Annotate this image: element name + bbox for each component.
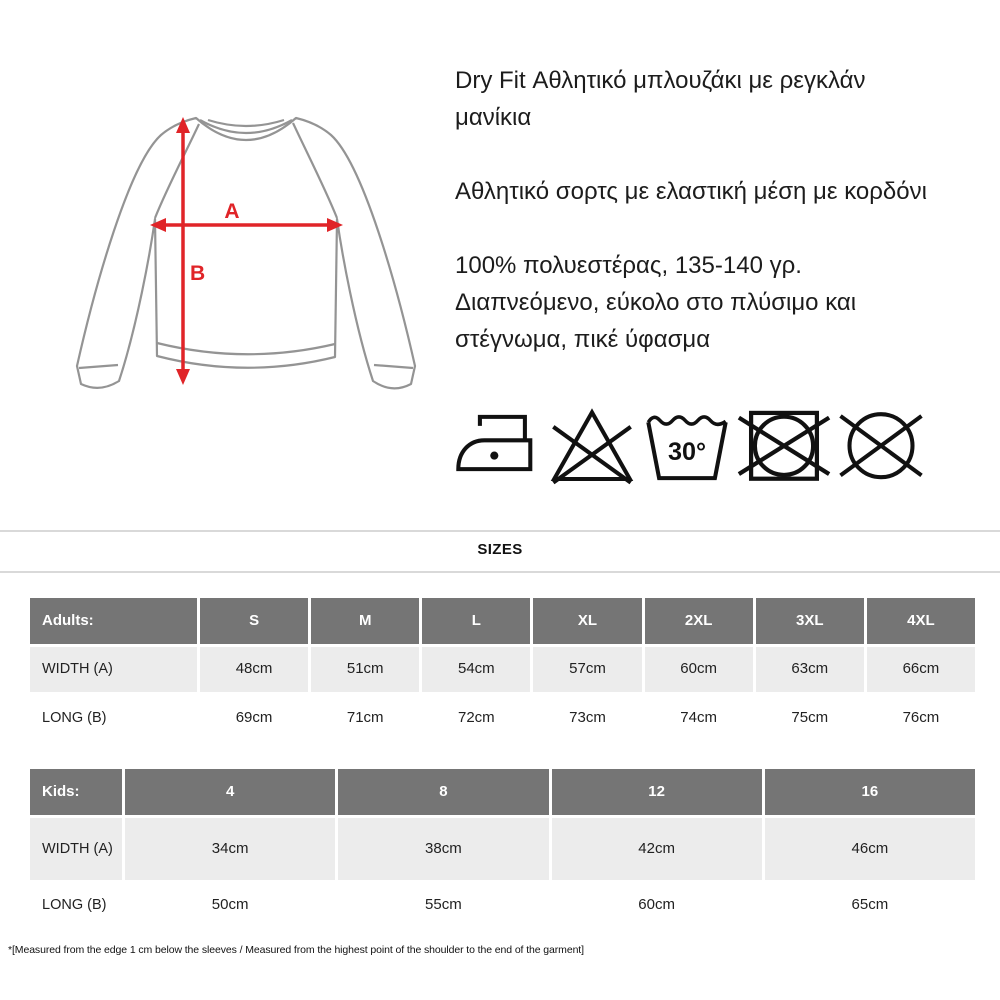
adults-long-4xl: 76cm <box>867 695 975 741</box>
adults-header-s: S <box>200 598 308 644</box>
care-symbols-row <box>452 400 926 486</box>
iron-low-heat-icon <box>452 400 542 486</box>
shirt-measurement-diagram <box>55 88 435 423</box>
adults-header-l: L <box>422 598 530 644</box>
kids-width-8: 38cm <box>338 818 548 880</box>
adults-long-3xl: 75cm <box>756 695 864 741</box>
adults-width-l: 54cm <box>422 647 530 692</box>
kids-header-12: 12 <box>552 769 762 815</box>
shirt-diagram-icon <box>55 88 435 423</box>
adults-width-4xl: 66cm <box>867 647 975 692</box>
adults-long-row-label: LONG (B) <box>30 695 197 741</box>
machine-wash-30-icon <box>642 400 732 486</box>
adults-header-3xl: 3XL <box>756 598 864 644</box>
adults-width-3xl: 63cm <box>756 647 864 692</box>
kids-header-4: 4 <box>125 769 335 815</box>
adults-size-table <box>30 598 975 741</box>
adults-header-4xl: 4XL <box>867 598 975 644</box>
adults-table-label: Adults: <box>30 598 197 644</box>
sizes-heading: SIZES <box>477 541 523 558</box>
do-not-bleach-icon <box>547 400 637 486</box>
kids-width-4: 34cm <box>125 818 335 880</box>
description-paragraph-2: Αθλητικό σορτς με ελαστική μέση με κορδόνι <box>455 178 927 205</box>
wash-temperature-label: 30° <box>667 438 707 467</box>
adults-long-xl: 73cm <box>533 695 641 741</box>
kids-width-row-label: WIDTH (A) <box>30 818 122 880</box>
adults-long-s: 69cm <box>200 695 308 741</box>
adults-header-xl: XL <box>533 598 641 644</box>
product-description <box>455 62 933 395</box>
kids-width-16: 46cm <box>765 818 975 880</box>
measurement-footnote: *[Measured from the edge 1 cm below the sleeves / Measured from the highest point of the shoulder to the end of the garment] <box>8 944 584 956</box>
kids-header-8: 8 <box>338 769 548 815</box>
diagram-label-a: A <box>224 200 240 223</box>
adults-width-m: 51cm <box>311 647 419 692</box>
adults-width-xl: 57cm <box>533 647 641 692</box>
divider-top <box>0 530 1000 532</box>
adults-width-s: 48cm <box>200 647 308 692</box>
adults-header-m: M <box>311 598 419 644</box>
do-not-dry-clean-icon <box>836 400 926 486</box>
adults-width-row-label: WIDTH (A) <box>30 647 197 692</box>
kids-width-12: 42cm <box>552 818 762 880</box>
kids-long-16: 65cm <box>765 883 975 927</box>
kids-table-label: Kids: <box>30 769 122 815</box>
adults-long-l: 72cm <box>422 695 530 741</box>
adults-header-2xl: 2XL <box>645 598 753 644</box>
kids-long-8: 55cm <box>338 883 548 927</box>
kids-long-row-label: LONG (B) <box>30 883 122 927</box>
adults-width-2xl: 60cm <box>645 647 753 692</box>
diagram-label-b: B <box>190 262 206 285</box>
kids-header-16: 16 <box>765 769 975 815</box>
kids-long-4: 50cm <box>125 883 335 927</box>
divider-bottom <box>0 571 1000 573</box>
kids-long-12: 60cm <box>552 883 762 927</box>
description-paragraph-1: Dry Fit Αθλητικό μπλουζάκι με ρεγκλάν μανίκια <box>455 67 866 131</box>
adults-long-2xl: 74cm <box>645 695 753 741</box>
kids-size-table <box>30 769 975 927</box>
adults-long-m: 71cm <box>311 695 419 741</box>
do-not-tumble-dry-icon <box>737 400 831 486</box>
description-paragraph-3: 100% πολυεστέρας, 135-140 γρ. Διαπνεόμενο, εύκολο στο πλύσιμο και στέγνωμα, πικέ ύφασμα <box>455 252 857 353</box>
